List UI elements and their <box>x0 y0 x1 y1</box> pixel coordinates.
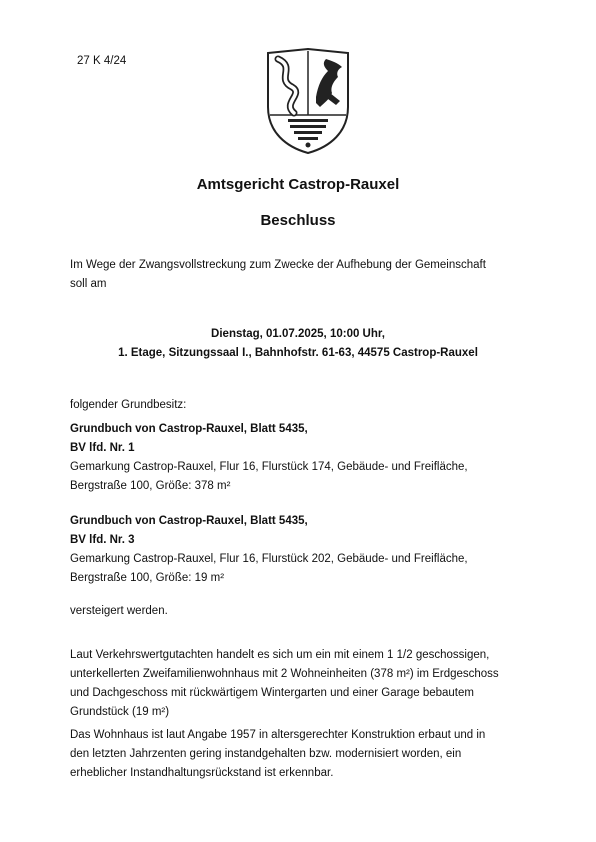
parcel-1 <box>70 420 550 496</box>
intro-paragraph <box>70 256 550 294</box>
parcel-line: Gemarkung Castrop-Rauxel, Flur 16, Flurstück 174, Gebäude- und Freifläche, <box>70 461 468 473</box>
coat-of-arms-icon <box>258 47 358 155</box>
house-line: den letzten Jahrzenten gering instandgehalten bzw. modernisiert worden, ein <box>70 748 462 760</box>
appointment-date: Dienstag, 01.07.2025, 10:00 Uhr, <box>211 328 385 340</box>
intro-line: soll am <box>70 278 107 290</box>
house-line: Das Wohnhaus ist laut Angabe 1957 in altersgerechter Konstruktion erbaut und in <box>70 729 486 741</box>
appraisal-line: und Dachgeschoss mit rückwärtigem Wintergarten und einer Garage bebautem <box>70 687 474 699</box>
file-reference: 27 K 4/24 <box>77 55 127 67</box>
appraisal-paragraph <box>70 646 550 722</box>
appraisal-line: unterkellerten Zweifamilienwohnhaus mit 2 Wohneinheiten (378 m²) im Erdgeschoss <box>70 668 499 680</box>
parcel-item: BV lfd. Nr. 1 <box>70 442 135 454</box>
auction-statement: versteigert werden. <box>70 605 168 617</box>
appraisal-line: Laut Verkehrswertgutachten handelt es sich um ein mit einem 1 1/2 geschossigen, <box>70 649 490 661</box>
intro-line: Im Wege der Zwangsvollstreckung zum Zwecke der Aufhebung der Gemeinschaft <box>70 259 486 271</box>
parcel-line: Bergstraße 100, Größe: 378 m² <box>70 480 231 492</box>
court-name: Amtsgericht Castrop-Rauxel <box>196 176 400 193</box>
appointment-location: 1. Etage, Sitzungssaal I., Bahnhofstr. 61-63, 44575 Castrop-Rauxel <box>118 347 478 359</box>
parcel-2 <box>70 512 550 588</box>
house-paragraph <box>70 726 550 783</box>
parcel-line: Bergstraße 100, Größe: 19 m² <box>70 572 225 584</box>
document-title: Beschluss <box>260 212 336 229</box>
parcel-item: BV lfd. Nr. 3 <box>70 534 135 546</box>
parcel-register: Grundbuch von Castrop-Rauxel, Blatt 5435, <box>70 515 308 527</box>
appraisal-line: Grundstück (19 m²) <box>70 706 170 718</box>
parcel-register: Grundbuch von Castrop-Rauxel, Blatt 5435, <box>70 423 308 435</box>
parcel-line: Gemarkung Castrop-Rauxel, Flur 16, Flurstück 202, Gebäude- und Freifläche, <box>70 553 468 565</box>
property-intro: folgender Grundbesitz: <box>70 399 187 411</box>
appointment-block <box>0 325 596 363</box>
house-line: erheblicher Instandhaltungsrückstand ist erkennbar. <box>70 767 334 779</box>
